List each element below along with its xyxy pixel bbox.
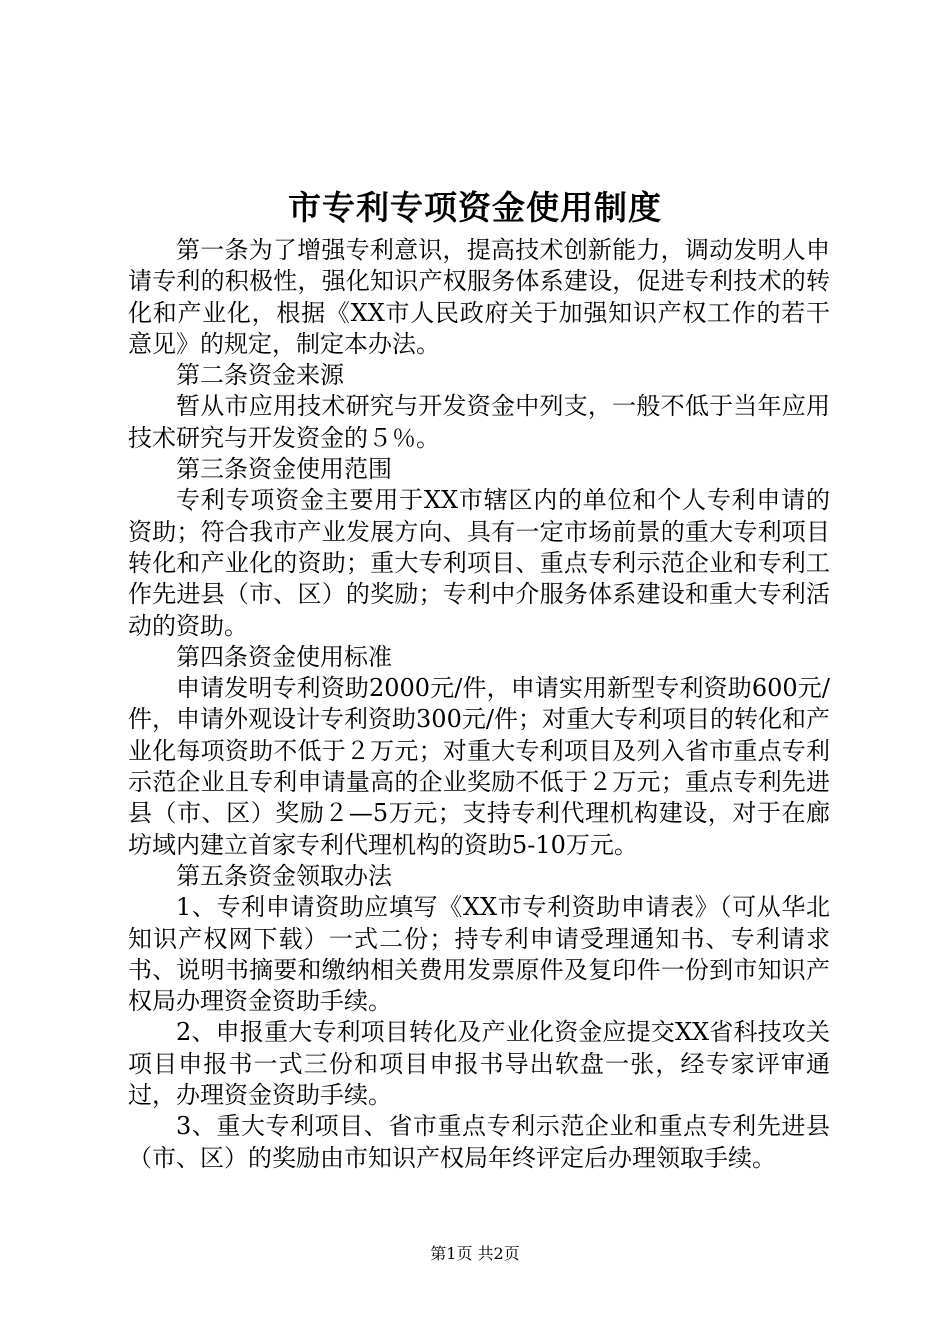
document-body [128,235,830,1174]
paragraph-claim-step-3: 3、重大专利项目、省市重点专利示范企业和重点专利先进县（市、区）的奖励由市知识产权局年终评定后办理领取手续。 [128,1112,830,1172]
heading-article-4: 第四条资金使用标准 [176,642,392,671]
document-title: 市专利专项资金使用制度 [288,188,662,227]
paragraph-usage-standard: 申请发明专利资助2000元/件，申请实用新型专利资助600元/件，申请外观设计专利资助300元/件；对重大专利项目的转化和产业化每项资助不低于２万元；对重大专利项目及列入省市重点专利示范企业且专利申请量高的企业奖励不低于２万元；重点专利先进县（市、区）奖励２—5万元；支持专利代理机构建设，对于在廊坊域内建立首家专利代理机构的资助5-10万元。 [128,674,830,859]
paragraph-article-1: 第一条为了增强专利意识，提高技术创新能力，调动发明人申请专利的积极性，强化知识产权服务体系建设，促进专利技术的转化和产业化，根据《XX市人民政府关于加强知识产权工作的若干意见》的规定，制定本办法。 [128,236,830,358]
page-footer: 第1页 共2页 [430,1244,520,1263]
heading-article-2: 第二条资金来源 [176,361,344,390]
paragraph-funding-source: 暂从市应用技术研究与开发资金中列支，一般不低于当年应用技术研究与开发资金的５％。 [128,392,830,452]
heading-article-3: 第三条资金使用范围 [176,455,392,484]
heading-article-5: 第五条资金领取办法 [176,861,392,890]
paragraph-claim-step-1: 1、专利申请资助应填写《XX市专利资助申请表》（可从华北知识产权网下载）一式二份；持专利申请受理通知书、专利请求书、说明书摘要和缴纳相关费用发票原件及复印件一份到市知识产权局办理资金资助手续。 [128,893,830,1016]
paragraph-usage-scope: 专利专项资金主要用于XX市辖区内的单位和个人专利申请的资助；符合我市产业发展方向、具有一定市场前景的重大专利项目转化和产业化的资助；重大专利项目、重点专利示范企业和专利工作先进县（市、区）的奖励；专利中介服务体系建设和重大专利活动的资助。 [128,486,830,640]
paragraph-claim-step-2: 2、申报重大专利项目转化及产业化资金应提交XX省科技攻关项目申报书一式三份和项目申报书导出软盘一张，经专家评审通过，办理资金资助手续。 [128,1018,830,1110]
